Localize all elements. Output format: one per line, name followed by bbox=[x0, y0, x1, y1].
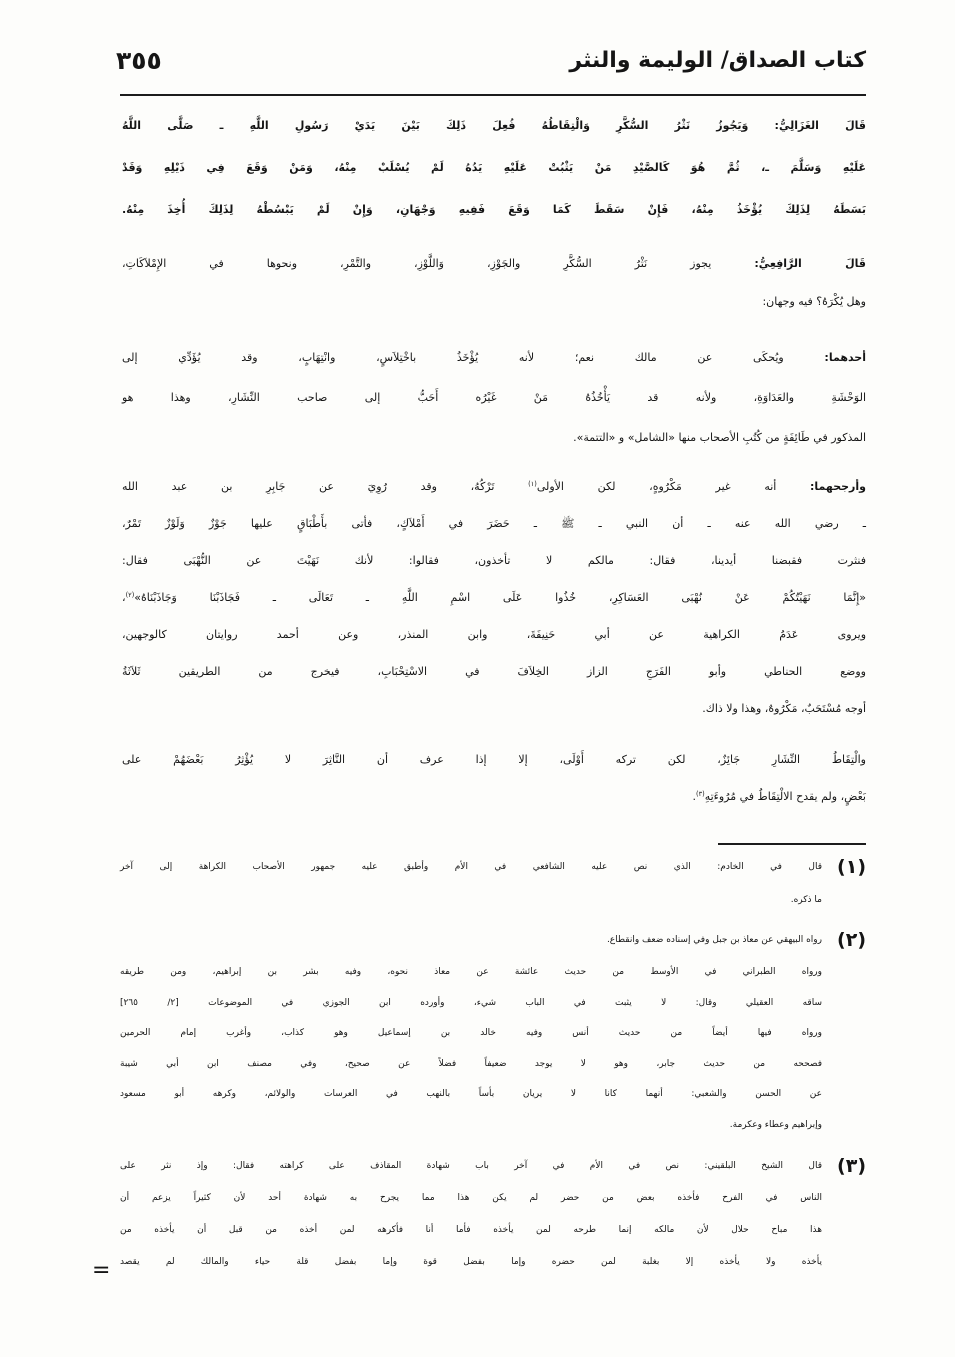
footnote-line: قال الشيخ البلقيني: نص في الأم في آخر باب شهادة المقاذف على كراهته فقال: وإذ نثر على bbox=[120, 1161, 822, 1171]
footnote-line: ساقه العقيلي وقال: لا يثبت في الباب شيء، وأورده ابن الجوزي في الموضوعات [٢/ ٢٦٥] bbox=[120, 997, 822, 1008]
paragraph-rafii bbox=[122, 245, 866, 321]
header-rule bbox=[120, 94, 866, 96]
view-label: أحدهما: bbox=[824, 351, 867, 364]
body-line: ويروى عَدَمُ الكراهية عن أبي حَنِيفَةَ، وابن المنذر، وعن أحمد روايتان كالوجهين، bbox=[122, 628, 866, 641]
paragraph-gathering bbox=[122, 741, 866, 815]
footnote-paragraph bbox=[120, 924, 822, 957]
footnote-number: (٢) bbox=[837, 929, 866, 951]
line-text: يجوز نَثْرُ السُّكَّرِ والجَوْزِ، وَاللَّوْزِ، والتَّمْرِ، ونحوها في الإِمْلاَكَاتِ، bbox=[122, 257, 712, 270]
hadith-line: «إِنَّمَا نَهَيْتُكُمْ عَنْ نُهْبَى العَسَاكِرِ، خُذُوا عَلَى اسْمِ اللَّهِ ـ تَعَالَى ـ فَجَاذَبْنَا وَجَاذَبْنَاهُ»$^{(٢)}$، bbox=[122, 591, 866, 604]
footnote-text bbox=[120, 924, 822, 1140]
paragraph-first-view bbox=[122, 338, 866, 458]
footnote-paragraph bbox=[120, 957, 822, 1140]
footnote-3 bbox=[120, 1150, 866, 1278]
footnote-line: عن الحسن والشعبي: أنهما كانا لا يريان بأساً بالنهب في العرسات والولائم، وكرهه أبو مسعود bbox=[120, 1089, 822, 1099]
body-line: عَلَيْهِ وَسَلَّمَ ـ، ثُمَّ هُوَ كَالصَّيْدِ مَنْ يَثْبُتْ عَلَيْهِ يَدُهُ لَمْ يُسْلَبْ مِنْهُ، وَمَنْ وَقَعَ فِي ذَيْلِهِ وَقَدْ bbox=[122, 161, 866, 174]
view-label: وأرجحهما: bbox=[810, 480, 866, 493]
body-line bbox=[122, 338, 866, 378]
footnote-separator bbox=[718, 843, 866, 845]
footnote-line: فصححه من حديث جابر، وهو لا يوجد ضعيفاً فضلاً عن صحيح، وفي مصنف ابن أبي شيبة bbox=[120, 1058, 822, 1069]
paragraph-ghazali bbox=[122, 105, 866, 231]
footnote-line: ما ذكره. bbox=[790, 895, 822, 905]
line-text: أنه غير مَكْرُوهٍ، لكن الأولى$^{(١)}$ تَرْكُهُ، وقد رُوِيَ عن جَابِرِ بن عبد الله bbox=[122, 480, 777, 493]
footnote-ref: (٣) bbox=[696, 790, 705, 799]
body-line: والْتِقَاطُ النِّشَارِ جَائِزٌ، لكن تركه أَوْلَى، إلا إذا عرف أن النَّاثِرَ لا يُؤْثِرُ بَعْضَهُمْ على bbox=[122, 753, 866, 766]
page-number: ٣٥٥ bbox=[116, 46, 162, 75]
footnote-line: يأخذه ولا يأخذه إلا بغلبة لمن حضره وإما بفضل قوة وإما بفضل قلة حياء والمالك لم يقصد bbox=[120, 1257, 822, 1267]
body-line: وهل يُكْرَهُ؟ فيه وجهان: bbox=[762, 295, 866, 308]
body-line: الوَحْشَةِ والعَدَاوَةِ، ولأنه قد يَأْخُذُهُ مَنْ غَيْرُه أَحَبُّ إلى صاحب النِّشَارِ، وهذا هو bbox=[122, 391, 866, 404]
continuation-mark: = bbox=[92, 1258, 111, 1283]
speaker-label: قَالَ الرَّافِعِيُّ: bbox=[754, 257, 866, 270]
footnote-text bbox=[120, 851, 822, 917]
footnote-line: الناس في الفرح فأخذه بعض من حضر لم يكن هذا مما يجرح به شهادة أحد لأن كثيراً يزعم أن bbox=[120, 1193, 822, 1203]
footnote-line: قال في الخادم: الذي نص عليه الشافعي في الأم وأطبق عليه جمهور الأصحاب الكراهة إلى آخر bbox=[120, 862, 822, 872]
body-line: قَالَ الغَزَالِيُّ: وَيَجُوزُ نَثْرُ السُّكَّرِ وَالْتِقَاطُهُ فُعِلَ ذَلِكَ بَيْنَ يَدَيْ رَسُولِ اللَّهِ ـ صَلَّى اللَّهُ bbox=[122, 119, 866, 132]
running-header-title: كتاب الصداق/ الوليمة والنثر bbox=[569, 48, 866, 73]
footnote-number: (٣) bbox=[837, 1155, 866, 1177]
footnote-number: (١) bbox=[837, 856, 866, 878]
footnote-line: وإبراهيم وعطاء وعكرمة. bbox=[729, 1119, 822, 1130]
footnote-line: ورواه فيها أيضاً من حديث أنس وفيه خالد بن إسماعيل وهو كذاب، وأغرب إمام الحرمين bbox=[120, 1028, 822, 1038]
paragraph-second-view bbox=[122, 468, 866, 727]
body-line: فنثرت فقبضنا أيدينا، فقال: مالكم لا تأخذون، فقالوا: لأنك نَهَيْتَ عن النُّهْبَى فقال: bbox=[122, 554, 866, 567]
body-line: ـ رضي الله عنه ـ أن النبي ـ ﷺ ـ حَضَرَ في أَمْلاَكٍ، فأتى بأَطْبَاقٍ عليها جَوْزٌ وَلَوْزٌ تَمْرٌ، bbox=[122, 517, 866, 530]
footnote-1 bbox=[120, 851, 866, 917]
body-line: بَسَطَهُ لِذَلِكَ يُؤْخَذُ مِنْهُ، فَإِنْ سَقَطَ كَمَا وَقَعَ فَفِيهِ وَجْهَانِ، وَإِنْ لَمْ يَبْسُطْهُ لِذَلِكَ أُخِذَ مِنْهُ. bbox=[122, 203, 866, 216]
footnote-line: ورواه الطبراني في الأوسط من حديث عائشة عن معاذ نحوه، وفيه بشر بن إبراهيم، ومن طريقه bbox=[120, 967, 822, 977]
body-line: بَعْضٍ، ولم يقدح الالْتِقَاطُ في مُرُوءَتِهِ$^{(٣)}$. bbox=[692, 790, 866, 803]
body-line: ووضع الحناطي وأبو الفَرَجِ الزاز الخِلاَفَ في الاسْتِحْبَابِ، فيخرج من الطريقين ثَلاَثَةُ bbox=[122, 665, 866, 678]
footnote-line: رواه البيهقي عن معاذ بن جبل وفي إسناده ضعف وانقطاع. bbox=[606, 935, 822, 945]
line-text: ويُحكَى عن مالك نعم؛ لأنه يُؤْخَذُ باخْتِلاَسٍ، وانْتِهَابٍ، وقد يُؤَدِّي إلى bbox=[122, 351, 784, 364]
footnote-ref: (٢) bbox=[125, 591, 135, 600]
footnote-line: هذا مباح حلال لأن مالكه إنما طرحه لمن يأخذه فأما أنا فأكرهه لمن أخذه من قبل أن يأخذه من bbox=[120, 1225, 822, 1235]
footnote-text bbox=[120, 1150, 822, 1278]
body-line: أوجه مُسْتَحَبٌ، مَكْرُوهٌ، وهذا ولا ذاك. bbox=[702, 702, 866, 715]
body-line: المذكور في طَائِفَةٍ من كُتُبِ الأصحاب منها «الشامل» و «التتمة». bbox=[573, 431, 866, 444]
footnote-ref: (١) bbox=[528, 480, 537, 489]
footnote-2 bbox=[120, 924, 866, 1140]
body-line bbox=[122, 468, 866, 505]
body-line bbox=[122, 245, 866, 283]
